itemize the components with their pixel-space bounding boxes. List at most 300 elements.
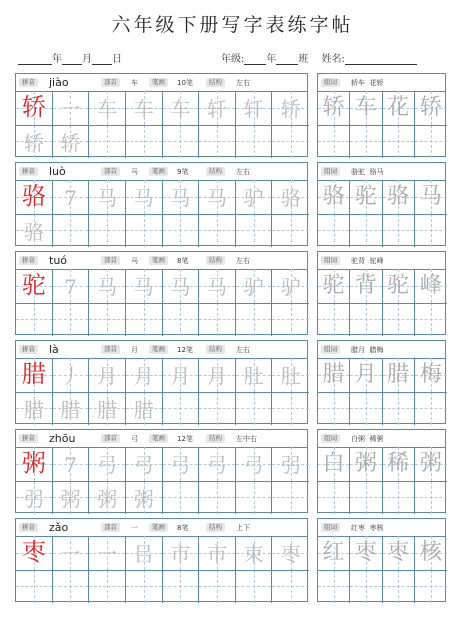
guide-line-horizontal — [236, 141, 272, 142]
grid-cell[interactable] — [236, 125, 273, 159]
trace-character: 粥 — [60, 486, 81, 511]
guide-line-horizontal — [350, 586, 381, 587]
stroke-step: 马 — [133, 275, 154, 299]
grid-cell[interactable] — [163, 570, 200, 604]
guide-line-horizontal — [89, 319, 125, 320]
class-line — [221, 50, 417, 65]
grid-cell[interactable] — [163, 214, 200, 248]
word-character: 红 — [322, 540, 345, 565]
grid-cell[interactable] — [199, 570, 236, 604]
character-header — [16, 430, 307, 448]
word-block — [317, 73, 446, 157]
grid-cell[interactable] — [16, 91, 53, 125]
radical-tag: 部首 — [101, 256, 120, 265]
grid-cell[interactable] — [16, 214, 53, 248]
class-blank[interactable] — [276, 54, 298, 65]
grid-cell[interactable] — [199, 214, 236, 248]
grid-cell[interactable] — [163, 91, 200, 125]
name-blank[interactable] — [345, 54, 417, 65]
grid-cell[interactable] — [415, 392, 447, 426]
grid-cell[interactable] — [53, 481, 90, 515]
grid-cell[interactable] — [383, 180, 415, 214]
grid-cell[interactable] — [53, 570, 90, 604]
row-divider — [16, 481, 309, 482]
grid-cell[interactable] — [16, 536, 53, 570]
grid-cell[interactable] — [89, 570, 126, 604]
trace-character: 腊 — [133, 397, 154, 422]
guide-line-horizontal — [53, 319, 89, 320]
practice-grid — [16, 180, 309, 247]
word-character: 腊 — [322, 362, 345, 387]
trace-character: 腊 — [60, 397, 81, 422]
stroke-step: 轿 — [280, 97, 301, 121]
strokes-value: 8笔 — [177, 257, 189, 265]
radical-value: 车 — [131, 79, 138, 87]
word-character: 驼 — [354, 184, 377, 209]
radical-value: 马 — [131, 257, 138, 265]
grid-cell[interactable] — [415, 570, 447, 604]
guide-line-horizontal — [163, 586, 199, 587]
word-header — [318, 252, 445, 270]
word-header — [318, 74, 445, 92]
grid-cell[interactable] — [236, 570, 273, 604]
grid-cell[interactable] — [236, 214, 273, 248]
radical-value: 月 — [131, 346, 138, 354]
guide-line-horizontal — [199, 319, 235, 320]
stroke-step: 驴 — [243, 186, 264, 210]
grid-cell[interactable] — [53, 91, 90, 125]
grid-cell[interactable] — [126, 536, 163, 570]
guide-line-horizontal — [236, 319, 272, 320]
stroke-step: 市 — [170, 542, 191, 566]
grid-cell[interactable] — [272, 536, 309, 570]
grid-cell[interactable] — [199, 91, 236, 125]
guide-line-horizontal — [126, 141, 162, 142]
grid-cell[interactable] — [163, 180, 200, 214]
grid-cell[interactable] — [272, 481, 309, 515]
grid-cell[interactable] — [163, 447, 200, 481]
grid-cell[interactable] — [350, 536, 382, 570]
grid-cell[interactable] — [318, 91, 350, 125]
grid-cell[interactable] — [89, 447, 126, 481]
grid-cell[interactable] — [16, 180, 53, 214]
grid-cell[interactable] — [318, 214, 350, 248]
grid-cell[interactable] — [350, 481, 382, 515]
pinyin-tag: 拼音 — [19, 167, 38, 176]
grid-cell[interactable] — [53, 180, 90, 214]
stroke-step: 7 — [64, 453, 77, 477]
grid-cell[interactable] — [53, 392, 90, 426]
word-character: 马 — [419, 184, 442, 209]
model-character: 粥 — [21, 449, 46, 477]
grid-cell[interactable] — [126, 269, 163, 303]
guide-line-horizontal — [236, 586, 272, 587]
pinyin-tag: 拼音 — [19, 345, 38, 354]
grid-cell[interactable] — [383, 358, 415, 392]
word-character: 轿 — [322, 95, 345, 120]
stroke-step: 弓 — [170, 453, 191, 477]
grid-cell[interactable] — [199, 180, 236, 214]
stroke-step: 一 — [60, 542, 81, 566]
grid-cell[interactable] — [53, 125, 90, 159]
guide-line-horizontal — [318, 141, 349, 142]
grid-cell[interactable] — [126, 91, 163, 125]
guide-line-horizontal — [318, 319, 349, 320]
word-character: 驼 — [387, 273, 410, 298]
grid-cell[interactable] — [236, 91, 273, 125]
grid-cell[interactable] — [53, 358, 90, 392]
guide-line-horizontal — [272, 141, 309, 142]
row-divider — [318, 214, 447, 215]
grid-cell[interactable] — [318, 358, 350, 392]
guide-line-horizontal — [383, 141, 414, 142]
grid-cell[interactable] — [163, 392, 200, 426]
grid-cell[interactable] — [89, 303, 126, 337]
grid-cell[interactable] — [415, 269, 447, 303]
grid-cell[interactable] — [126, 481, 163, 515]
word-block — [317, 518, 446, 602]
grid-cell[interactable] — [318, 303, 350, 337]
radical-value: 弓 — [131, 435, 138, 443]
word-character: 峰 — [419, 273, 442, 298]
grid-cell[interactable] — [236, 303, 273, 337]
words-tag: 组词 — [321, 167, 340, 176]
stroke-step: 一 — [60, 97, 81, 121]
word-grid — [318, 91, 447, 158]
grid-cell[interactable] — [350, 91, 382, 125]
stroke-step: 弓 — [243, 453, 264, 477]
grid-cell[interactable] — [350, 214, 382, 248]
grid-cell[interactable] — [163, 481, 200, 515]
grid-cell[interactable] — [53, 214, 90, 248]
grid-cell[interactable] — [318, 536, 350, 570]
stroke-step: 市 — [206, 542, 227, 566]
grid-cell[interactable] — [383, 447, 415, 481]
grid-cell[interactable] — [350, 392, 382, 426]
grid-cell[interactable] — [199, 536, 236, 570]
guide-line-horizontal — [199, 497, 235, 498]
guide-line-horizontal — [350, 497, 381, 498]
model-character: 轿 — [21, 93, 46, 121]
grid-cell[interactable] — [199, 358, 236, 392]
grade-blank[interactable] — [244, 54, 266, 65]
stroke-step: 肚 — [243, 364, 264, 388]
structure-value: 左中右 — [236, 435, 257, 443]
strokes-tag: 笔画 — [149, 78, 168, 87]
grid-cell[interactable] — [199, 392, 236, 426]
grid-cell[interactable] — [89, 180, 126, 214]
stroke-step: 一 — [97, 542, 118, 566]
grid-cell[interactable] — [126, 214, 163, 248]
word-block — [317, 162, 446, 246]
grid-cell[interactable] — [383, 481, 415, 515]
grid-cell[interactable] — [163, 358, 200, 392]
grid-cell[interactable] — [383, 125, 415, 159]
words-value: 腊月 腊梅 — [351, 346, 384, 354]
stroke-step: 丿 — [60, 364, 81, 388]
word-character: 粥 — [354, 451, 377, 476]
grid-cell[interactable] — [89, 481, 126, 515]
pinyin-value: là — [49, 343, 59, 356]
stroke-step: 驴 — [280, 275, 301, 299]
grid-cell[interactable] — [163, 536, 200, 570]
row-divider — [16, 570, 309, 571]
grid-cell[interactable] — [126, 125, 163, 159]
grid-cell[interactable] — [199, 303, 236, 337]
guide-line-horizontal — [318, 586, 349, 587]
grid-cell[interactable] — [236, 269, 273, 303]
grid-cell[interactable] — [236, 392, 273, 426]
grid-cell[interactable] — [236, 447, 273, 481]
grid-cell[interactable] — [383, 91, 415, 125]
grid-cell[interactable] — [272, 269, 309, 303]
words-value: 红枣 枣核 — [351, 524, 384, 532]
guide-line-horizontal — [236, 408, 272, 409]
character-block — [15, 162, 308, 246]
grid-cell[interactable] — [16, 303, 53, 337]
guide-line-horizontal — [89, 141, 125, 142]
strokes-value: 10笔 — [177, 79, 193, 87]
guide-line-horizontal — [415, 141, 447, 142]
grid-cell[interactable] — [415, 214, 447, 248]
row-divider — [318, 481, 447, 482]
word-grid — [318, 536, 447, 603]
grid-cell[interactable] — [163, 269, 200, 303]
character-header — [16, 74, 307, 92]
pinyin-value: tuó — [49, 254, 68, 267]
row-divider — [318, 125, 447, 126]
grid-cell[interactable] — [350, 358, 382, 392]
grid-cell[interactable] — [383, 303, 415, 337]
word-character: 轿 — [419, 95, 442, 120]
grid-cell[interactable] — [16, 447, 53, 481]
grid-cell[interactable] — [383, 269, 415, 303]
grid-cell[interactable] — [89, 536, 126, 570]
grid-cell[interactable] — [16, 570, 53, 604]
grid-cell[interactable] — [163, 125, 200, 159]
row-divider — [318, 303, 447, 304]
word-character: 车 — [354, 95, 377, 120]
grid-cell[interactable] — [272, 570, 309, 604]
grid-cell[interactable] — [126, 303, 163, 337]
row-divider — [16, 392, 309, 393]
character-header — [16, 163, 307, 181]
grid-cell[interactable] — [272, 180, 309, 214]
grid-cell[interactable] — [272, 125, 309, 159]
stroke-step: 月 — [206, 364, 227, 388]
guide-line-horizontal — [126, 230, 162, 231]
grid-cell[interactable] — [318, 392, 350, 426]
radical-tag: 部首 — [101, 523, 120, 532]
structure-tag: 结构 — [206, 434, 225, 443]
grid-cell[interactable] — [415, 481, 447, 515]
grid-cell[interactable] — [350, 269, 382, 303]
grid-cell[interactable] — [16, 125, 53, 159]
word-character: 驼 — [322, 273, 345, 298]
guide-line-horizontal — [163, 319, 199, 320]
grid-cell[interactable] — [236, 180, 273, 214]
grid-cell[interactable] — [89, 392, 126, 426]
grid-cell[interactable] — [415, 447, 447, 481]
stroke-step: 束 — [243, 542, 264, 566]
grid-cell[interactable] — [318, 180, 350, 214]
grid-cell[interactable] — [53, 447, 90, 481]
row-divider — [318, 570, 447, 571]
grid-cell[interactable] — [16, 481, 53, 515]
word-character: 枣 — [354, 540, 377, 565]
radical-tag: 部首 — [101, 434, 120, 443]
guide-line-horizontal — [126, 586, 162, 587]
guide-line-horizontal — [415, 497, 447, 498]
pinyin-value: jiào — [49, 76, 69, 89]
grade-unit: 年 — [266, 54, 277, 65]
guide-line-horizontal — [163, 408, 199, 409]
word-grid — [318, 447, 447, 514]
grid-cell[interactable] — [318, 269, 350, 303]
grid-cell[interactable] — [16, 269, 53, 303]
row-divider — [16, 303, 309, 304]
guide-line-horizontal — [163, 141, 199, 142]
guide-line-horizontal — [415, 319, 447, 320]
structure-tag: 结构 — [206, 256, 225, 265]
grid-cell[interactable] — [415, 125, 447, 159]
year-label: 年 — [52, 54, 62, 65]
grid-cell[interactable] — [126, 180, 163, 214]
trace-character: 粥 — [133, 486, 154, 511]
grid-cell[interactable] — [383, 570, 415, 604]
grid-cell[interactable] — [89, 91, 126, 125]
stroke-step: 车 — [97, 97, 118, 121]
trace-character: 腊 — [23, 397, 44, 422]
grid-cell[interactable] — [16, 392, 53, 426]
day-blank[interactable] — [92, 54, 112, 65]
word-character: 白 — [322, 451, 345, 476]
grid-cell[interactable] — [89, 269, 126, 303]
structure-value: 左右 — [236, 168, 250, 176]
guide-line-horizontal — [383, 230, 414, 231]
grid-cell[interactable] — [126, 447, 163, 481]
grid-cell[interactable] — [89, 214, 126, 248]
character-header — [16, 252, 307, 270]
grid-cell[interactable] — [272, 447, 309, 481]
radical-tag: 部首 — [101, 78, 120, 87]
guide-line-horizontal — [272, 586, 309, 587]
grid-cell[interactable] — [199, 269, 236, 303]
grid-cell[interactable] — [199, 481, 236, 515]
guide-line-horizontal — [236, 497, 272, 498]
words-value: 驼背 驼峰 — [351, 257, 384, 265]
year-blank[interactable] — [18, 54, 52, 65]
grid-cell[interactable] — [415, 91, 447, 125]
grid-cell[interactable] — [199, 125, 236, 159]
grid-cell[interactable] — [383, 214, 415, 248]
grid-cell[interactable] — [126, 392, 163, 426]
grid-cell[interactable] — [89, 125, 126, 159]
grid-cell[interactable] — [350, 303, 382, 337]
grid-cell[interactable] — [383, 536, 415, 570]
stroke-step: 车 — [133, 97, 154, 121]
model-character: 骆 — [21, 182, 46, 210]
grid-cell[interactable] — [126, 358, 163, 392]
grid-cell[interactable] — [350, 180, 382, 214]
stroke-step: 㠯 — [133, 542, 154, 566]
stroke-step: 马 — [97, 275, 118, 299]
grid-cell[interactable] — [318, 570, 350, 604]
grid-cell[interactable] — [350, 447, 382, 481]
grid-cell[interactable] — [415, 358, 447, 392]
grid-cell[interactable] — [272, 303, 309, 337]
grid-cell[interactable] — [272, 91, 309, 125]
grid-cell[interactable] — [236, 358, 273, 392]
strokes-tag: 笔画 — [149, 523, 168, 532]
guide-line-horizontal — [415, 230, 447, 231]
character-header — [16, 519, 307, 537]
grid-cell[interactable] — [415, 180, 447, 214]
trace-character: 弜 — [23, 486, 44, 511]
word-character: 花 — [387, 95, 410, 120]
grid-cell[interactable] — [199, 447, 236, 481]
stroke-step: 轩 — [206, 97, 227, 121]
grid-cell[interactable] — [350, 570, 382, 604]
date-line — [18, 50, 122, 65]
grid-cell[interactable] — [89, 358, 126, 392]
word-block — [317, 340, 446, 424]
word-block — [317, 429, 446, 513]
practice-grid — [16, 447, 309, 514]
word-character: 稀 — [387, 451, 410, 476]
character-block — [15, 518, 308, 602]
month-blank[interactable] — [62, 54, 82, 65]
grid-cell[interactable] — [126, 570, 163, 604]
stroke-step: 月 — [133, 364, 154, 388]
grid-cell[interactable] — [163, 303, 200, 337]
grid-cell[interactable] — [16, 358, 53, 392]
grid-cell[interactable] — [383, 392, 415, 426]
grid-cell[interactable] — [318, 447, 350, 481]
grid-cell[interactable] — [53, 536, 90, 570]
stroke-step: 轩 — [243, 97, 264, 121]
guide-line-horizontal — [163, 497, 199, 498]
grid-cell[interactable] — [236, 536, 273, 570]
grid-cell[interactable] — [272, 392, 309, 426]
grid-cell[interactable] — [236, 481, 273, 515]
practice-grid — [16, 269, 309, 336]
grade-label: 年级: — [221, 54, 245, 65]
stroke-step: 月 — [170, 364, 191, 388]
guide-line-horizontal — [16, 319, 52, 320]
grid-cell[interactable] — [415, 303, 447, 337]
model-character: 驼 — [21, 271, 46, 299]
grid-cell[interactable] — [272, 214, 309, 248]
guide-line-horizontal — [383, 497, 414, 498]
grid-cell[interactable] — [272, 358, 309, 392]
guide-line-horizontal — [318, 408, 349, 409]
word-character: 背 — [354, 273, 377, 298]
guide-line-horizontal — [383, 586, 414, 587]
grid-cell[interactable] — [350, 125, 382, 159]
strokes-value: 9笔 — [177, 168, 189, 176]
stroke-step: 枣 — [280, 542, 301, 566]
grid-cell[interactable] — [415, 536, 447, 570]
grid-cell[interactable] — [53, 303, 90, 337]
words-tag: 组词 — [321, 434, 340, 443]
grid-cell[interactable] — [318, 125, 350, 159]
word-character: 骆 — [387, 184, 410, 209]
structure-tag: 结构 — [206, 523, 225, 532]
grid-cell[interactable] — [53, 269, 90, 303]
grid-cell[interactable] — [318, 481, 350, 515]
character-header — [16, 341, 307, 359]
